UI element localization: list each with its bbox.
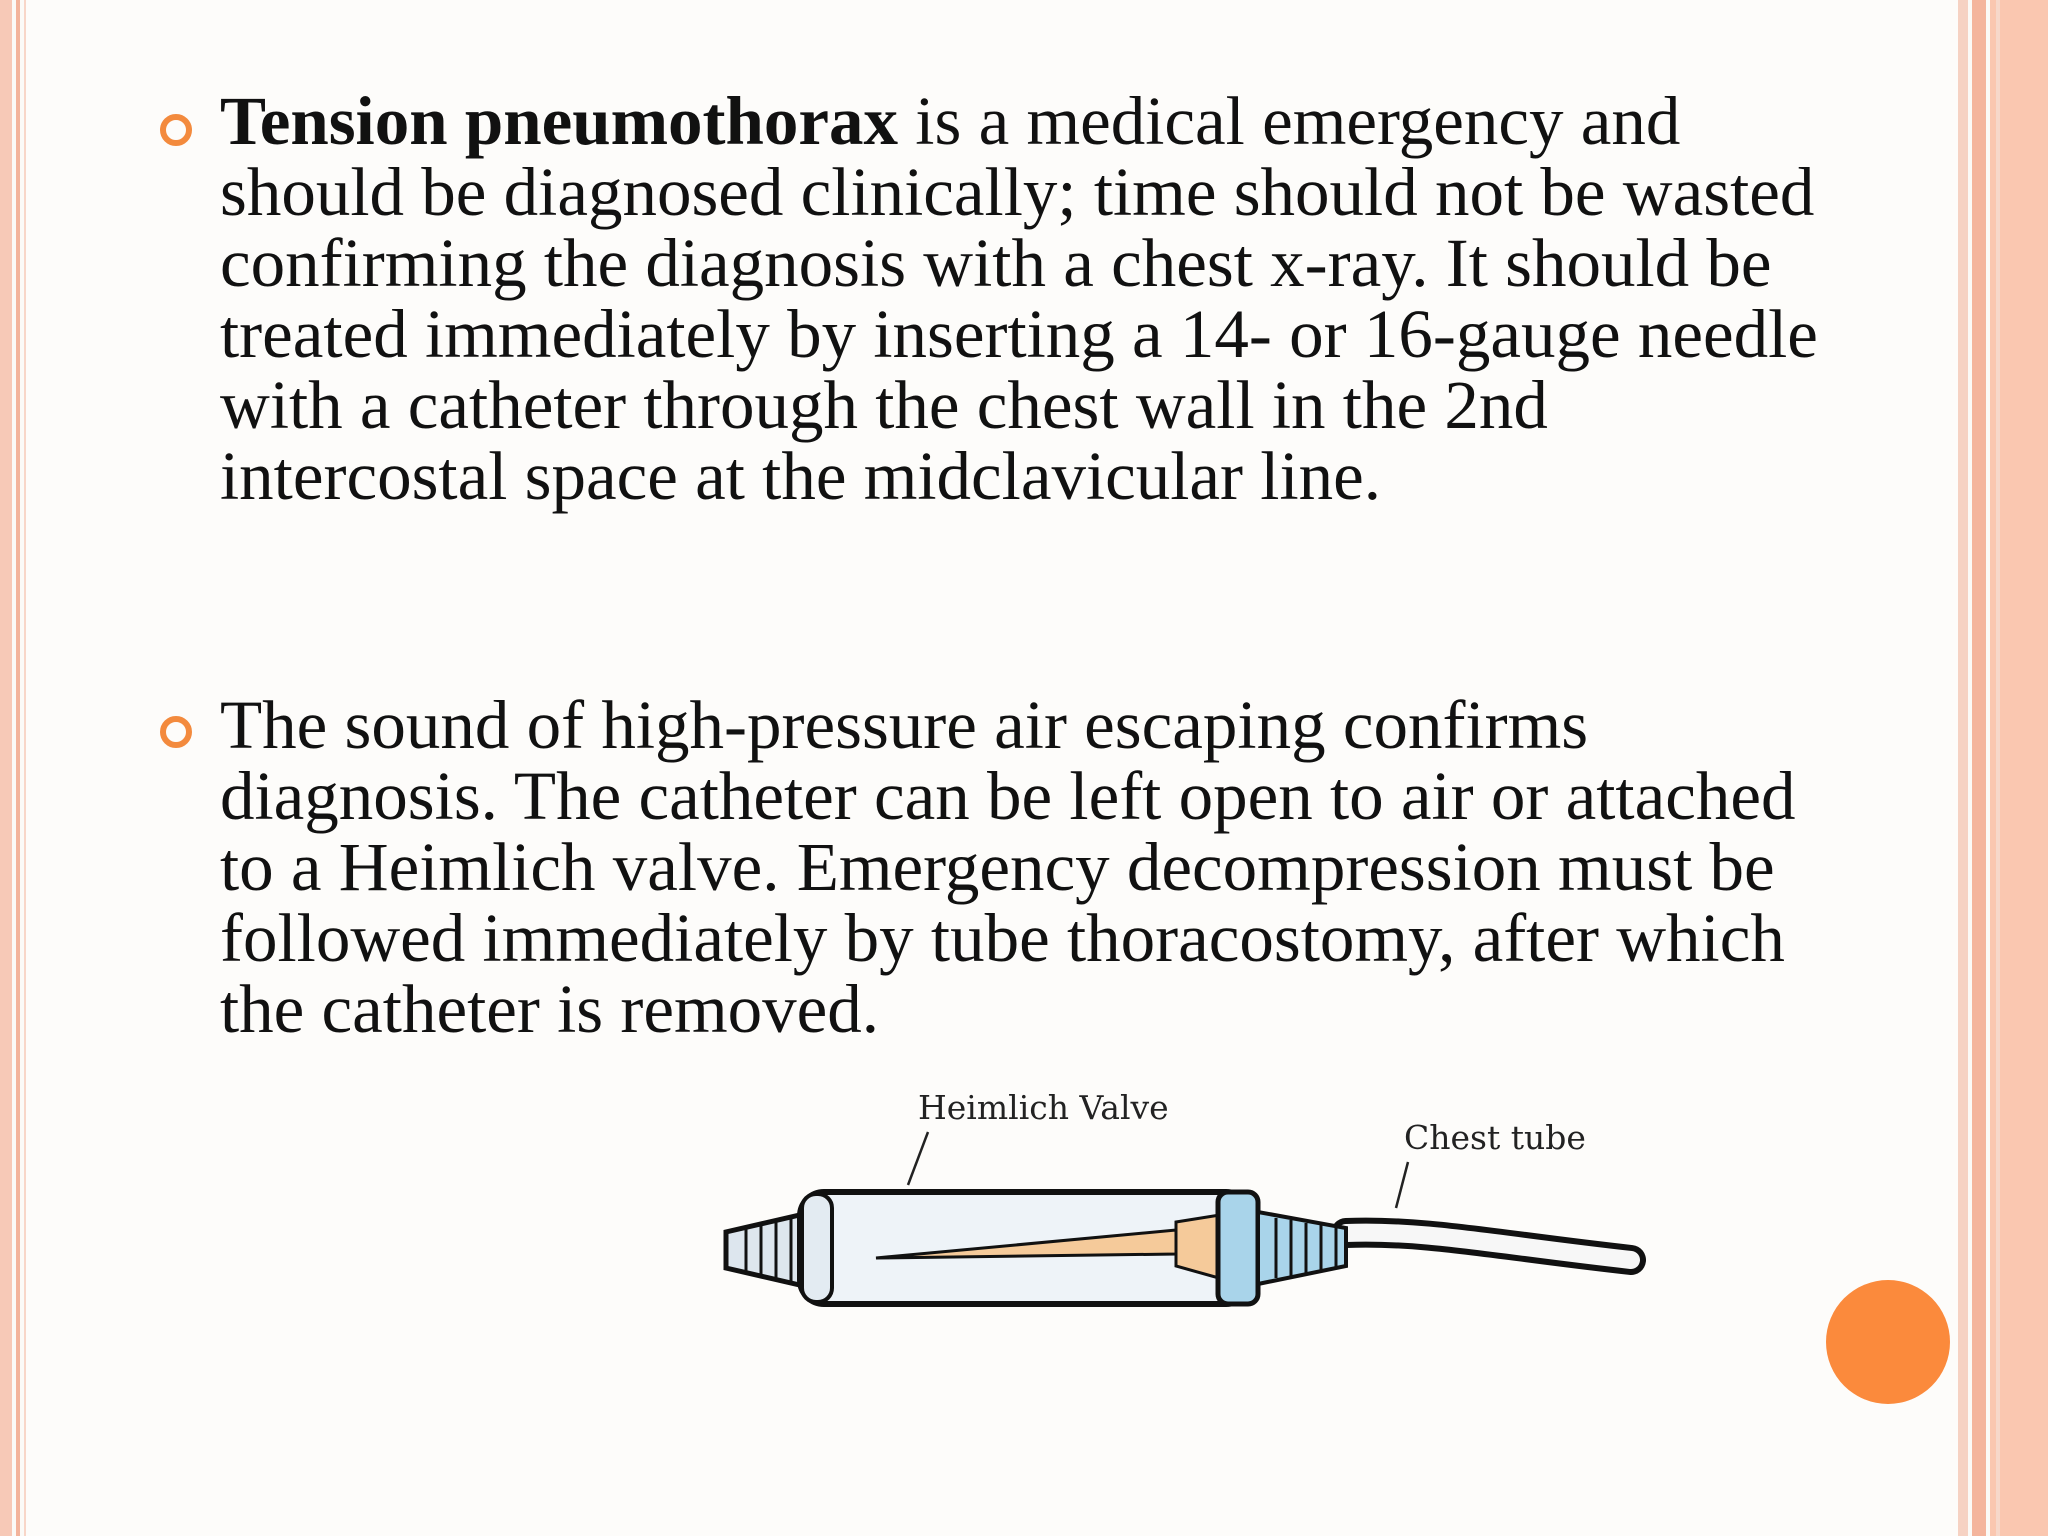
- slide-canvas: [26, 0, 1958, 1536]
- bullet-body: The sound of high-pressure air escaping confirms diagnosis. The catheter can be left open to air or attached to a Heimlich valve. Emergency decompression must be followed immediately by tube thoracostomy, after which the catheter is removed.: [220, 687, 1796, 1047]
- bullet-body: is a medical emergency and should be diagnosed clinically; time should not be wasted confirming the diagnosis with a chest x-ray. It should be treated immediately by inserting a 14- or 16-gauge needle with a catheter through the chest wall in the 2nd intercostal space at the midclavicular line.: [220, 83, 1818, 514]
- bullet-bold-term: Tension pneumothorax: [220, 83, 899, 159]
- right-border-stripe: [1972, 0, 1986, 1536]
- left-border-stripe: [16, 0, 20, 1536]
- bullet-ring-icon: [160, 716, 192, 748]
- bullet-text: [220, 687, 1820, 1047]
- valve-drawing: [706, 1080, 1646, 1330]
- right-border-stripe: [1958, 0, 1968, 1536]
- bullet-ring-icon: [160, 114, 192, 146]
- label-chest-tube: Chest tube: [1404, 1118, 1586, 1157]
- decorative-accent-dot: [1826, 1280, 1950, 1404]
- bullet-text: [220, 83, 1820, 514]
- heimlich-valve-illustration: [706, 1080, 1646, 1330]
- left-border-stripe: [0, 0, 12, 1536]
- right-border-stripe: [1996, 0, 2000, 1536]
- label-heimlich-valve: Heimlich Valve: [918, 1088, 1169, 1127]
